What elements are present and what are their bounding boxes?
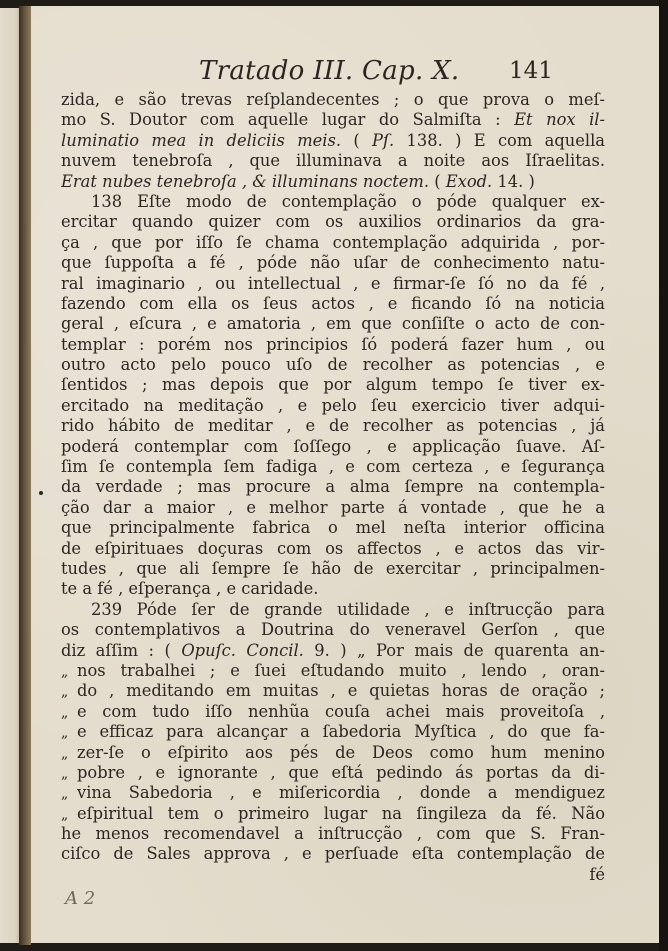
line-text: 9. ) „ Por mais de quarenta an- — [303, 640, 605, 660]
text-line — [61, 437, 605, 457]
line-text: 138 Eſte modo de contemplação o póde qualquer ex- — [91, 191, 605, 211]
line-text: nos trabalhei ; e ſuei eſtudando muito , lendo , oran- — [77, 660, 605, 680]
line-text: ſim ſe contempla ſem fadiga , e com certeza , e ſegurança — [61, 457, 605, 477]
line-text: poderá contemplar com ſoſſego , e applicação ſuave. Aſ- — [61, 436, 605, 456]
line-text: he menos recomendavel a inſtrucção , com que S. Fran- — [61, 824, 605, 844]
book-gutter — [19, 6, 31, 945]
line-text: ção dar a maior , e melhor parte á vontade , que he a — [61, 497, 605, 517]
text-line — [61, 783, 605, 803]
text-line — [61, 375, 605, 395]
text-line — [61, 233, 605, 253]
line-text: te a fé , eſperança , e caridade. — [61, 579, 319, 599]
text-line — [61, 131, 605, 151]
text-line — [61, 804, 605, 824]
line-text: ercitar quando quizer com os auxilios ordinarios da gra- — [61, 212, 605, 232]
page-number: 141 — [509, 58, 553, 84]
line-text: templar : porém nos principios ſó poderá fazer hum , ou — [61, 334, 605, 354]
line-text: zida, e são trevas reſplandecentes ; o que prova o meſ- — [61, 90, 605, 109]
line-text: diz aſſim : ( — [61, 640, 182, 660]
text-line — [61, 743, 605, 763]
line-text: rido hábito de meditar , e de recolher as potencias , já — [61, 416, 605, 436]
line-text: 138. ) E com aquella — [394, 130, 605, 150]
italic-citation: Erat nubes tenebroſa , & illuminans noctem. — [61, 171, 430, 191]
line-text: de eſpirituaes doçuras com os affectos , e actos das vir- — [61, 538, 605, 558]
line-text: ciſco de Sales approva , e perſuade eſta contemplação de — [61, 844, 605, 864]
text-line — [61, 110, 605, 130]
text-line — [61, 539, 605, 559]
quotation-mark: „ — [61, 786, 69, 803]
text-line — [61, 192, 605, 212]
line-text: ( — [341, 130, 373, 150]
text-line — [61, 661, 605, 681]
line-text: que ſuppoſta a fé , póde não uſar de conhecimento natu- — [61, 253, 605, 273]
text-line — [61, 477, 605, 497]
running-head — [31, 56, 659, 86]
line-text: zer-ſe o eſpirito aos pés de Deos como hum menino — [77, 742, 605, 762]
text-line — [61, 172, 605, 192]
text-line — [61, 702, 605, 722]
line-text: ſentidos ; mas depois que por algum tempo ſe tiver ex- — [61, 375, 605, 395]
line-text: do , meditando em muitas , e quietas horas de oração ; — [77, 681, 605, 701]
text-line — [61, 90, 605, 110]
quotation-mark: „ — [61, 663, 69, 680]
line-text: os contemplativos a Doutrina do veneravel Gerſon , que — [61, 620, 605, 640]
italic-citation: Pſ. — [372, 130, 395, 150]
quotation-mark: „ — [61, 745, 69, 762]
text-line — [61, 763, 605, 783]
line-text: outro acto pelo pouco uſo de recolher as potencias , e — [61, 355, 605, 375]
text-line — [61, 212, 605, 232]
text-line — [61, 600, 605, 620]
text-line — [61, 274, 605, 294]
line-text: 14. ) — [492, 171, 535, 191]
text-line — [61, 396, 605, 416]
signature-row — [61, 887, 605, 911]
quotation-mark: „ — [61, 765, 69, 782]
line-text: tudes , que ali ſempre ſe hão de exercitar , principalmen- — [61, 558, 605, 578]
text-line — [61, 579, 605, 599]
line-text: ral imaginario , ou intellectual , e firmar-ſe ſó no da fé , — [61, 273, 605, 293]
line-text: 239 Póde ſer de grande utilidade , e inſtrucção para — [91, 599, 605, 619]
line-text: pobre , e ignorante , que eſtá pedindo ás portas da di- — [77, 762, 605, 782]
line-text: e efficaz para alcançar a ſabedoria Myſtica , do que fa- — [77, 722, 605, 742]
line-text: eſpiritual tem o primeiro lugar na ſingileza da fé. Não — [77, 803, 605, 823]
text-line — [61, 559, 605, 579]
line-text: ça , que por iſſo ſe chama contemplação adquirida , por- — [61, 232, 605, 252]
body-text — [61, 90, 605, 911]
line-text: fazendo com ella os ſeus actos , e ficando ſó na noticia — [61, 293, 605, 313]
line-text: e com tudo iſſo nenhũa couſa achei mais proveitoſa , — [77, 701, 605, 721]
facing-page-edge — [0, 8, 19, 943]
book-page — [31, 6, 659, 943]
text-line — [61, 355, 605, 375]
line-text: ercitado na meditação , e pelo ſeu exercicio tiver adqui- — [61, 395, 605, 415]
line-text: vina Sabedoria , e miſericordia , donde a mendiguez — [77, 783, 605, 803]
text-line — [61, 253, 605, 273]
quotation-mark: „ — [61, 725, 69, 742]
quotation-mark: „ — [61, 684, 69, 701]
text-line — [61, 294, 605, 314]
line-text: ( — [429, 171, 446, 191]
line-text: nuvem tenebroſa , que illuminava a noite aos Iſraelitas. — [61, 151, 605, 171]
text-line — [61, 314, 605, 334]
background-edge — [659, 0, 668, 951]
italic-citation: Opuſc. Concil. — [181, 640, 304, 660]
text-line — [61, 416, 605, 436]
quotation-mark: „ — [61, 704, 69, 721]
text-line — [61, 457, 605, 477]
text-line — [61, 844, 605, 864]
text-line — [61, 824, 605, 844]
line-text: geral , eſcura , e amatoria , em que conſiſte o acto de con- — [61, 314, 605, 334]
text-line — [61, 335, 605, 355]
line-text: que principalmente fabrica o mel neſta interior officina — [61, 518, 605, 538]
italic-citation: Exod. — [445, 171, 493, 191]
text-line — [61, 620, 605, 640]
running-title: Tratado III. Cap. X. — [199, 56, 460, 86]
italic-citation: Et nox il- — [514, 110, 605, 130]
text-line — [61, 151, 605, 171]
quotation-mark: „ — [61, 806, 69, 823]
text-line — [61, 518, 605, 538]
text-line — [61, 722, 605, 742]
margin-mark — [39, 491, 43, 495]
text-line — [61, 681, 605, 701]
line-text: da verdade ; mas procure a alma ſempre na contempla- — [61, 477, 605, 497]
line-text: mo S. Doutor com aquelle lugar do Salmiſta : — [61, 110, 515, 130]
signature-mark: A 2 — [65, 888, 96, 910]
text-line — [61, 641, 605, 661]
text-line — [61, 498, 605, 518]
catchword: fé — [589, 864, 605, 884]
italic-citation: luminatio mea in deliciis meis. — [61, 130, 342, 150]
